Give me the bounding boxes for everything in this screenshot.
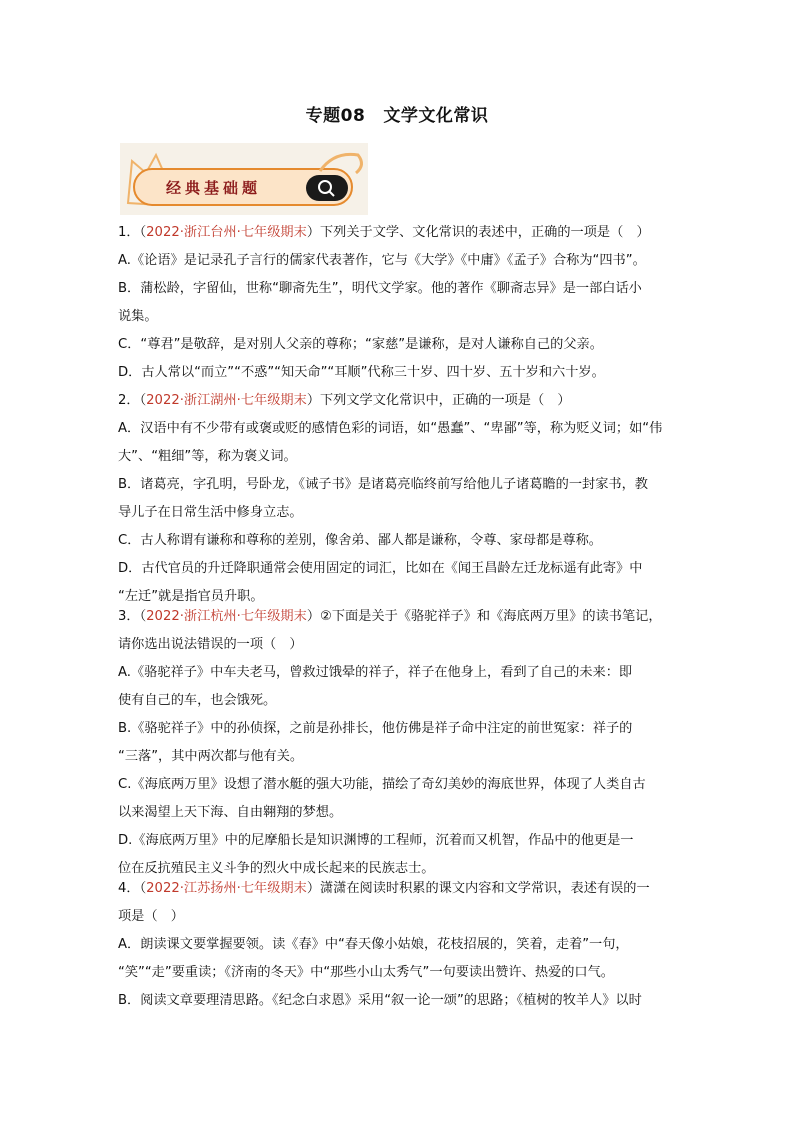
- text-line: C.《海底两万里》设想了潜水艇的强大功能，描绘了奇幻美妙的海底世界，体现了人类自古: [118, 777, 646, 792]
- text-line: D.《海底两万里》中的尼摩船长是知识渊博的工程师，沉着而又机智，作品中的他更是一: [118, 833, 634, 848]
- text-line: 请你选出说法错误的一项（ ）: [118, 637, 303, 652]
- text-line: 大”、“粗细”等，称为褒义词。: [118, 449, 297, 464]
- question-stem: 3．（2022·浙江杭州·七年级期末）②下面是关于《骆驼祥子》和《海底两万里》的读书笔记，: [118, 609, 662, 624]
- banner-text: 经典基础题: [166, 179, 262, 197]
- text-line: 以来渴望上天下海、自由翱翔的梦想。: [118, 805, 343, 820]
- question-1: [118, 219, 674, 387]
- text-line: B.《骆驼祥子》中的孙侦探，之前是孙排长，他仿佛是祥子命中注定的前世冤家：祥子的: [118, 721, 633, 736]
- text-line: C．“尊君”是敬辞，是对别人父亲的尊称；“家慈”是谦称，是对人谦称自己的父亲。: [118, 337, 603, 352]
- text-line: “笑”“走”要重读；《济南的冬天》中“那些小山太秀气”一句要读出赞许、热爱的口气。: [118, 965, 614, 980]
- question-source: 2022·江苏扬州·七年级期末: [146, 881, 307, 896]
- title-main: 文学文化常识: [383, 106, 489, 126]
- text-line: A.《骆驼祥子》中车夫老马，曾救过饿晕的祥子，祥子在他身上，看到了自己的未来：即: [118, 665, 633, 680]
- question-stem: 2．（2022·浙江湖州·七年级期末）下列文学文化常识中，正确的一项是（ ）: [118, 393, 571, 408]
- text-line: D．古人常以“而立”“不惑”“知天命”“耳顺”代称三十岁、四十岁、五十岁和六十岁。: [118, 365, 605, 380]
- text-line: B．蒲松龄，字留仙，世称“聊斋先生”，明代文学家。他的著作《聊斋志异》是一部白话小: [118, 281, 642, 296]
- question-3: [118, 603, 674, 883]
- text-line: 使有自己的车，也会饿死。: [118, 693, 277, 708]
- question-source: 2022·浙江台州·七年级期末: [146, 225, 307, 240]
- text-line: C．古人称谓有谦称和尊称的差别，像舍弟、鄙人都是谦称，令尊、家母都是尊称。: [118, 533, 602, 548]
- text-line: “左迁”就是指官员升职。: [118, 589, 264, 604]
- text-line: D．古代官员的升迁降职通常会使用固定的词汇，比如在《闻王昌龄左迁龙标遥有此寄》中: [118, 561, 643, 576]
- title-prefix: 专题08: [305, 106, 366, 126]
- text-line: A．汉语中有不少带有或褒或贬的感情色彩的词语，如“愚蠢”、“卑鄙”等，称为贬义词；如“伟: [118, 421, 663, 436]
- question-4: [118, 875, 674, 1015]
- section-banner: [120, 143, 368, 215]
- text-line: 说集。: [118, 309, 158, 324]
- question-2: [118, 387, 674, 611]
- text-line: B．阅读文章要理清思路。《纪念白求恩》采用“叙一论一颂”的思路；《植树的牧羊人》以时: [118, 993, 642, 1008]
- text-line: B．诸葛亮，字孔明，号卧龙，《诫子书》是诸葛亮临终前写给他儿子诸葛瞻的一封家书，教: [118, 477, 648, 492]
- text-line: 项是（ ）: [118, 909, 184, 924]
- search-icon: [306, 175, 348, 201]
- text-line: A．朗读课文要掌握要领。读《春》中“春天像小姑娘，花枝招展的，笑着，走着”一句，: [118, 937, 629, 952]
- question-stem: 1．（2022·浙江台州·七年级期末）下列关于文学、文化常识的表述中，正确的一项是（ ）: [118, 225, 650, 240]
- text-line: A.《论语》是记录孔子言行的儒家代表著作，它与《大学》《中庸》《孟子》合称为“四书”。: [118, 253, 646, 268]
- text-line: “三落”，其中两次都与他有关。: [118, 749, 304, 764]
- text-line: 位在反抗殖民主义斗争的烈火中成长起来的民族志士。: [118, 861, 435, 876]
- question-stem: 4．（2022·江苏扬州·七年级期末）潇潇在阅读时积累的课文内容和文学常识，表述有误的一: [118, 881, 650, 896]
- page-title: [0, 101, 794, 126]
- question-source: 2022·浙江杭州·七年级期末: [146, 609, 307, 624]
- question-source: 2022·浙江湖州·七年级期末: [146, 393, 307, 408]
- text-line: 导儿子在日常生活中修身立志。: [118, 505, 303, 520]
